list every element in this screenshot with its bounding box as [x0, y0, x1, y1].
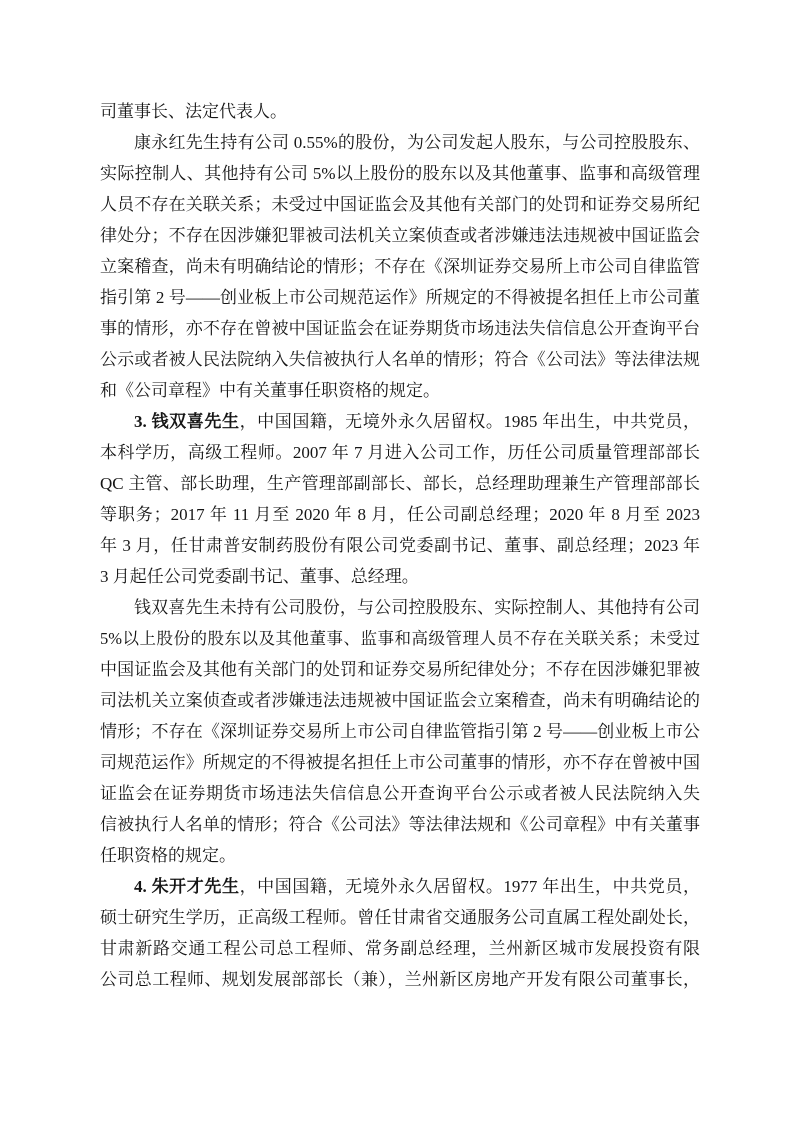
text-line: 情形；不存在《深圳证券交易所上市公司自律监管指引第 2 号——创业板上市公: [100, 722, 700, 741]
text-line: 等职务；2017 年 11 月至 2020 年 8 月，任公司副总经理；2020 年 8 月至 2023: [100, 505, 700, 524]
text-line: 信被执行人名单的情形；符合《公司法》等法律法规和《公司章程》中有关董事: [100, 815, 700, 834]
text-line: 证监会在证券期货市场违法失信信息公开查询平台公示或者被人民法院纳入失: [100, 784, 700, 803]
text-line: 本科学历，高级工程师。2007 年 7 月进入公司工作，历任公司质量管理部部长: [100, 443, 700, 462]
text-line: 立案稽查，尚未有明确结论的情形；不存在《深圳证券交易所上市公司自律监管: [100, 257, 700, 276]
text-line: 指引第 2 号——创业板上市公司规范运作》所规定的不得被提名担任上市公司董: [100, 288, 700, 307]
text-line: 实际控制人、其他持有公司 5%以上股份的股东以及其他董事、监事和高级管理: [100, 164, 700, 183]
paragraph: [100, 406, 700, 592]
paragraph: [100, 592, 700, 871]
text-line: 公司总工程师、规划发展部部长（兼），兰州新区房地产开发有限公司董事长，: [100, 970, 700, 989]
text-line: 年 3 月，任甘肃普安制药股份有限公司党委副书记、董事、副总经理；2023 年: [100, 536, 700, 555]
text-run: ，中国国籍，无境外永久居留权。1977 年出生，中共党员，: [239, 877, 701, 896]
text-line: 5%以上股份的股东以及其他董事、监事和高级管理人员不存在关联关系；未受过: [100, 629, 700, 648]
text-line: 钱双喜先生未持有公司股份，与公司控股股东、实际控制人、其他持有公司: [134, 598, 700, 617]
director-name-qian-shuangxi: 3. 钱双喜先生: [134, 412, 240, 431]
text-line: [100, 871, 700, 902]
text-line: 人员不存在关联关系；未受过中国证监会及其他有关部门的处罚和证券交易所纪: [100, 195, 700, 214]
paragraph: [100, 127, 700, 406]
text-line: 康永红先生持有公司 0.55%的股份，为公司发起人股东，与公司控股股东、: [134, 133, 700, 152]
text-line: 硕士研究生学历，正高级工程师。曾任甘肃省交通服务公司直属工程处副处长，: [100, 908, 700, 927]
text-line: 事的情形，亦不存在曾被中国证监会在证券期货市场违法失信信息公开查询平台: [100, 319, 700, 338]
text-line: 甘肃新路交通工程公司总工程师、常务副总经理，兰州新区城市发展投资有限: [100, 939, 700, 958]
paragraph: [100, 871, 700, 995]
text-line: 司董事长、法定代表人。: [100, 102, 287, 121]
text-line: 任职资格的规定。: [100, 846, 236, 865]
text-line: 司规范运作》所规定的不得被提名担任上市公司董事的情形，亦不存在曾被中国: [100, 753, 700, 772]
text-line: 司法机关立案侦查或者涉嫌违法违规被中国证监会立案稽查，尚未有明确结论的: [100, 691, 700, 710]
text-line: 律处分；不存在因涉嫌犯罪被司法机关立案侦查或者涉嫌违法违规被中国证监会: [100, 226, 700, 245]
text-line: 公示或者被人民法院纳入失信被执行人名单的情形；符合《公司法》等法律法规: [100, 350, 700, 369]
text-line: 中国证监会及其他有关部门的处罚和证券交易所纪律处分；不存在因涉嫌犯罪被: [100, 660, 700, 679]
document-text-block: [100, 96, 700, 995]
text-line: 3 月起任公司党委副书记、董事、总经理。: [100, 567, 419, 586]
director-name-zhu-kaicai: 4. 朱开才先生: [134, 877, 240, 896]
text-line: [100, 406, 700, 437]
text-run: ，中国国籍，无境外永久居留权。1985 年出生，中共党员，: [239, 412, 701, 431]
paragraph: [100, 96, 700, 127]
text-line: QC 主管、部长助理，生产管理部副部长、部长，总经理助理兼生产管理部部长: [100, 474, 700, 493]
text-line: 和《公司章程》中有关董事任职资格的规定。: [100, 381, 440, 400]
